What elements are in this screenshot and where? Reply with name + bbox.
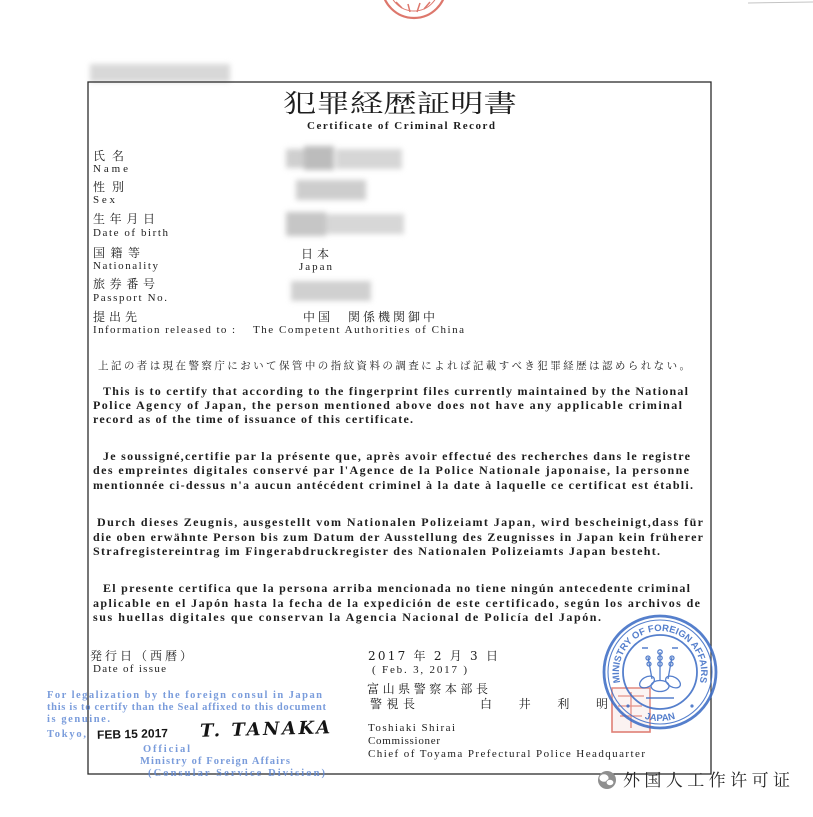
field-label-dob-en: Date of birth <box>93 227 168 239</box>
legalization-date: FEB 15 2017 <box>96 726 169 742</box>
watermark-text: 外国人工作许可证 <box>623 771 790 791</box>
redacted-dob-value <box>286 212 404 236</box>
issuer-rank-ja: 警視長 <box>370 697 415 711</box>
field-label-released-to-en: Information released to : <box>93 324 235 336</box>
field-label-sex-ja: 性別 <box>93 180 124 194</box>
legalization-footer-line-2: Ministry of Foreign Affairs <box>140 756 290 767</box>
foreign-affairs-seal <box>604 616 716 728</box>
paragraph-fr-line-1: Je soussigné,certifie par la présente que, après avoir effectué des recherches dans le registre <box>103 449 691 463</box>
issuer-name-ja: 白 井 利 明 <box>480 697 608 711</box>
released-to-value-en: The Competent Authorities of China <box>253 324 464 336</box>
legalization-stamp-line-1: For legalization by the foreign consul in Japan <box>47 690 322 701</box>
redacted-sex-value <box>296 180 366 200</box>
seal-dot <box>626 704 629 707</box>
paragraph-de-line-2: die oben erwähnte Person bis zum Datum der Ausstellung des Zeugnisses in Japan kein früherer <box>93 530 703 544</box>
field-label-released-to-ja: 提出先 <box>93 310 137 324</box>
legalization-footer-line-3: (Consular Service Division) <box>148 768 325 779</box>
issue-date-ja: 2017 年 2 月 3 日 <box>368 649 498 663</box>
paragraph-fr-line-2: des empreintes digitales conservé par l'Agence de la Police Nationale japonaise, la personne <box>93 463 689 477</box>
paragraph-de-line-3: Strafregistereintrag im Fingerabdruckregister des Nationalen Polizeiamts Japan besteht. <box>93 544 660 558</box>
field-label-nationality-ja: 国籍等 <box>93 246 140 260</box>
document-title-ja: 犯罪経歴証明書 <box>283 89 517 118</box>
field-label-nationality-en: Nationality <box>93 260 158 272</box>
statement-ja: 上記の者は現在警察庁において保管中の指紋資料の調査によれば記載すべき犯罪経歴は認められない。 <box>98 360 690 372</box>
redacted-block <box>90 64 230 82</box>
field-label-name-ja: 氏名 <box>93 149 124 163</box>
paragraph-es-line-3: sus huellas digitales que conservan la Agencia Nacional de Policía del Japón. <box>93 610 601 624</box>
seal-dot <box>690 704 693 707</box>
legalization-place: Tokyo, <box>47 729 86 740</box>
paragraph-de-line-1: Durch dieses Zeugnis, ausgestellt vom Nationalen Polizeiamt Japan, wird bescheinigt,dass für <box>97 515 703 529</box>
legalization-footer-line-1: Official <box>143 744 190 755</box>
field-label-sex-en: Sex <box>93 194 115 206</box>
document-title-en: Certificate of Criminal Record <box>307 120 495 132</box>
seal-bottom-text-path: JAPAN <box>643 710 677 725</box>
paragraph-fr-line-3: mentionnée ci-dessus n'a aucun antécédent criminel à la date à laquelle ce certificat est établi. <box>93 478 693 492</box>
redacted-passport-value <box>291 281 371 301</box>
nationality-value-ja: 日本 <box>301 247 329 261</box>
issue-date-label-en: Date of issue <box>93 663 166 675</box>
field-label-name-en: Name <box>93 163 128 175</box>
paragraph-en-line-3: record as of the time of issuance of this certificate. <box>93 412 413 426</box>
redacted-name-value <box>286 146 402 170</box>
nationality-value-en: Japan <box>299 261 332 273</box>
field-label-passport-ja: 旅券番号 <box>93 277 155 291</box>
field-label-passport-en: Passport No. <box>93 292 167 304</box>
paragraph-es-line-1: El presente certifica que la persona arriba mencionada no tiene ningún antecedente criminal <box>103 581 690 595</box>
issuer-office-en: Chief of Toyama Prefectural Police Headquarter <box>368 748 645 760</box>
paragraph-en-line-2: Police Agency of Japan, the person mentioned above does not have any applicable criminal <box>93 398 682 412</box>
wechat-icon <box>598 771 616 789</box>
issuer-rank-en: Commissioner <box>368 735 440 747</box>
paragraph-es-line-2: aplicable en el Japón hasta la fecha de la expedición de este certificado, según los archivos de <box>93 596 700 610</box>
released-to-value-ja: 中国 関係機関御中 <box>303 310 435 324</box>
paragraph-en-line-1: This is to certify that according to the fingerprint files currently maintained by the National <box>103 384 689 398</box>
field-label-dob-ja: 生年月日 <box>93 212 155 226</box>
signature: T. TANAKA <box>199 717 331 742</box>
legalization-stamp-line-2: this is to certify than the Seal affixed to this document <box>47 702 326 713</box>
issue-date-en: ( Feb. 3, 2017 ) <box>372 664 467 676</box>
legalization-stamp-line-3: is genuine. <box>47 714 110 725</box>
issuer-name-en: Toshiaki Shirai <box>368 722 455 734</box>
issuer-office-ja: 富山県警察本部長 <box>367 682 488 696</box>
issue-date-label-ja: 発行日（西暦） <box>90 649 192 663</box>
seal-ring-text-path: MINISTRY OF FOREIGN AFFAIRS <box>610 622 710 685</box>
